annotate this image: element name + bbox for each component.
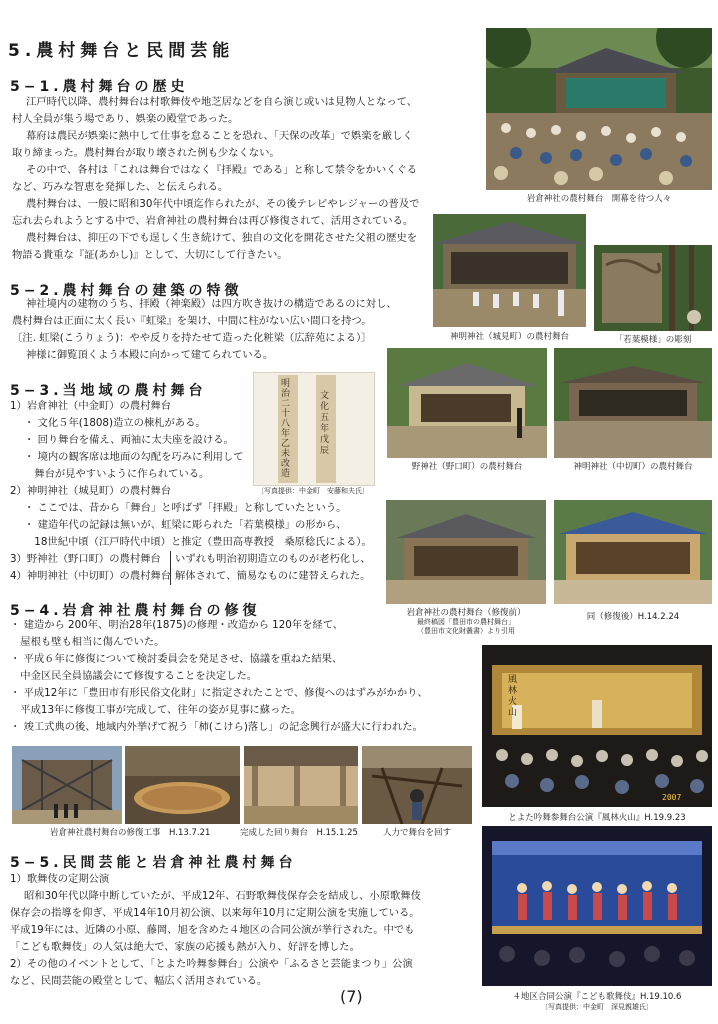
- photo-iwakura-after: [554, 500, 712, 604]
- page-title: 5.農村舞台と民間芸能: [8, 41, 235, 61]
- caption-munafuda-credit: 〔写真提供：中金町 安藤和夫氏〕: [257, 487, 369, 495]
- shinmei-nakagiri-illustration: [554, 348, 712, 458]
- section-1-text: 江戸時代以降、農村舞台は村歌舞伎や地芝居などを自ら演じ或いは見物人となって、 村人全員が集う場であり、娯楽の殿堂であった。 幕府は農民が娯楽に熱中して仕事を怠ることを恐れ、「天保の改革」で娯楽を厳しく 取り締まった。農村舞台が取り壊された例も少なくない。 その中で、各村は「これは舞台ではなく『拝殿』である」と称して禁令をかいくぐる など、巧みな智恵を発揮した、と伝えられる。 農村舞台は、一般に昭和30年代中頃迄作られたが、その後テレビやレジャーの普及で 忘れ去られようとする中で、岩倉神社の農村舞台は再び修復されて、活用されている。 農村舞台は、抑圧の下でも逞しく生き続けて、独自の文化を開花させた父祖の歴史を 物語る貴重な『証(あかし)』として、大切にして行きたい。: [12, 96, 420, 261]
- photo-date-stamp: 2007: [662, 793, 682, 802]
- caption-turntable: 完成した回り舞台 H.15.1.25: [240, 828, 358, 838]
- after-restoration-illustration: [554, 500, 712, 604]
- munafuda-left-inscription: 明治二十八年乙未改造: [281, 379, 291, 479]
- section-3-note: いずれも明治初期造立のものが老朽化し、 解体されて、簡易なものに建替えられた。: [170, 551, 371, 585]
- photo-shinmei-nakagiri: [554, 348, 712, 458]
- stage-banner: 風林火山: [508, 675, 518, 718]
- munafuda-right-inscription: 文化五年戊辰: [320, 391, 330, 456]
- section-3-item1: 1）岩倉神社（中金町）の農村舞台 ・ 文化５年(1808)造立の棟札がある。 ・ 回り舞台を備え、両袖に太夫座を設ける。 ・ 境内の観客席は地面の勾配を巧みに利用して 舞台が見やすいように作られている。 2）神明神社（城見町）の農村舞台 ・ ここでは、昔から「舞台」と呼ばず「拝殿」と称していたという。 ・ 建造年代の記録は無いが、虹梁に彫られた「若葉模様」の形から、 18世紀中頃（江戸時代中頃）と推定（豊田高専教授 桑原稔氏による）。: [10, 400, 372, 548]
- before-restoration-illustration: [386, 500, 546, 604]
- photo-turntable: [125, 746, 240, 824]
- wakaba-carving-illustration: [594, 245, 712, 331]
- caption-before-source-1: 最終稿図「豊田市の農村舞台」: [417, 618, 515, 626]
- caption-before-source-2: （豊田市文化財叢書）より引用: [417, 627, 515, 635]
- photo-no-shrine: [387, 348, 547, 458]
- section-5-text: 1）歌舞伎の定期公演 昭和30年代以降中断していたが、平成12年、石野歌舞伎保存会を結成し、小原歌舞伎 保存会の指導を仰ぎ、平成14年10月初公演、以来毎年10月に定期公演を実施している。 平成19年には、近隣の小原、藤岡、旭を含めた４地区の合同公演が挙行された。中でも 「こども歌舞伎」の人気は絶大で、家族の応援も熱が入り、好評を博した。 2）その他のイベントとして、「とよた吟舞参舞台」公演や「ふるさと芸能まつり」公演 など、民間芸能の殿堂として、幅広く活用されている。: [10, 873, 421, 987]
- section-3-heading: 5−3.当地域の農村舞台: [10, 383, 207, 399]
- kids-kabuki-illustration: [482, 826, 712, 986]
- section-3-item3-4: 3）野神社（野口町）の農村舞台 4）神明神社（中切町）の農村舞台: [10, 553, 172, 582]
- section-4-heading: 5−4.岩倉神社農村舞台の修復: [10, 603, 261, 619]
- caption-after: 同（修復後）H.14.2.24: [586, 612, 680, 622]
- turntable-illustration: [125, 746, 240, 824]
- photo-munafuda: [253, 372, 375, 486]
- caption-ginbu: とよた吟舞参舞台公演『風林火山』H.19.9.23: [508, 813, 686, 823]
- stage-interior-illustration: [244, 746, 358, 824]
- photo-iwakura-before: [386, 500, 546, 604]
- section-4-text: ・ 建造から 200年、明治28年(1875)の修理・改造から 120年を経て、 屋根も壁も相当に傷んでいた。 ・ 平成６年に修復について検討委員会を発足させ、協議を重ねた結果、 中金区民全員協議会にて修復することを決定した。 ・ 平成12年に「豊田市有形民俗文化財」に指定されたことで、修復へのはずみがかかり、 平成13年に修復工事が完成して、往年の姿が見事に蘇った。 ・ 竣工式典の後、地域内外挙げて祝う「柿(こけら)落し」の記念興行が盛大に行われた。: [10, 619, 428, 733]
- photo-ginbu-performance: [482, 645, 712, 807]
- section-1-heading: 5−1.農村舞台の歴史: [10, 79, 189, 95]
- ginbu-performance-illustration: [482, 645, 712, 807]
- photo-repair-work: [12, 746, 122, 824]
- photo-human-power: [362, 746, 472, 824]
- stage-crowd-illustration: [486, 28, 712, 190]
- caption-human-power: 人力で舞台を回す: [382, 828, 451, 838]
- caption-repair-work: 岩倉神社農村舞台の修復工事 H.13.7.21: [50, 828, 211, 838]
- section-2-text: 神社境内の建物のうち、拝殿（神楽殿）は四方吹き抜けの構造であるのに対し、 農村舞台は正面に太く長い『虹梁』を架け、中間に柱がない広い間口を持つ。 〔注. 虹梁(こうりょう)：やや反りを持たせて造った化粧梁（広辞苑による）〕 神様に御覧頂くよう本殿に向かって建てられている。: [12, 298, 397, 361]
- section-2-heading: 5−2.農村舞台の建築の特徴: [10, 283, 243, 299]
- photo-iwakura-stage-crowd: [486, 28, 712, 190]
- caption-shinmei-nakagiri: 神明神社（中切町）の農村舞台: [573, 462, 693, 472]
- shinmei-jomi-illustration: [433, 214, 586, 327]
- photo-shinmei-jomi: [433, 214, 586, 327]
- caption-shinmei-jomi: 神明神社（城見町）の農村舞台: [449, 332, 569, 342]
- caption-no-shrine: 野神社（野口町）の農村舞台: [411, 462, 523, 472]
- page-number: (7): [340, 987, 363, 1006]
- no-shrine-illustration: [387, 348, 547, 458]
- human-power-illustration: [362, 746, 472, 824]
- caption-kids-kabuki: ４地区合同公演『こども歌舞伎』H.19.10.6: [512, 992, 682, 1002]
- caption-wakaba: 「若葉模様」の彫刻: [614, 335, 692, 345]
- photo-wakaba-carving: [594, 245, 712, 331]
- section-5-heading: 5−5.民間芸能と岩倉神社農村舞台: [10, 855, 297, 871]
- photo-kids-kabuki: [482, 826, 712, 986]
- caption-kids-credit: 〔写真提供：中金町 深見親雄氏〕: [541, 1003, 653, 1011]
- caption-iwakura-open: 岩倉神社の農村舞台 開幕を待つ人々: [526, 194, 672, 204]
- caption-before: 岩倉神社の農村舞台（修復前）: [406, 608, 526, 618]
- photo-stage-interior: [244, 746, 358, 824]
- repair-work-illustration: [12, 746, 122, 824]
